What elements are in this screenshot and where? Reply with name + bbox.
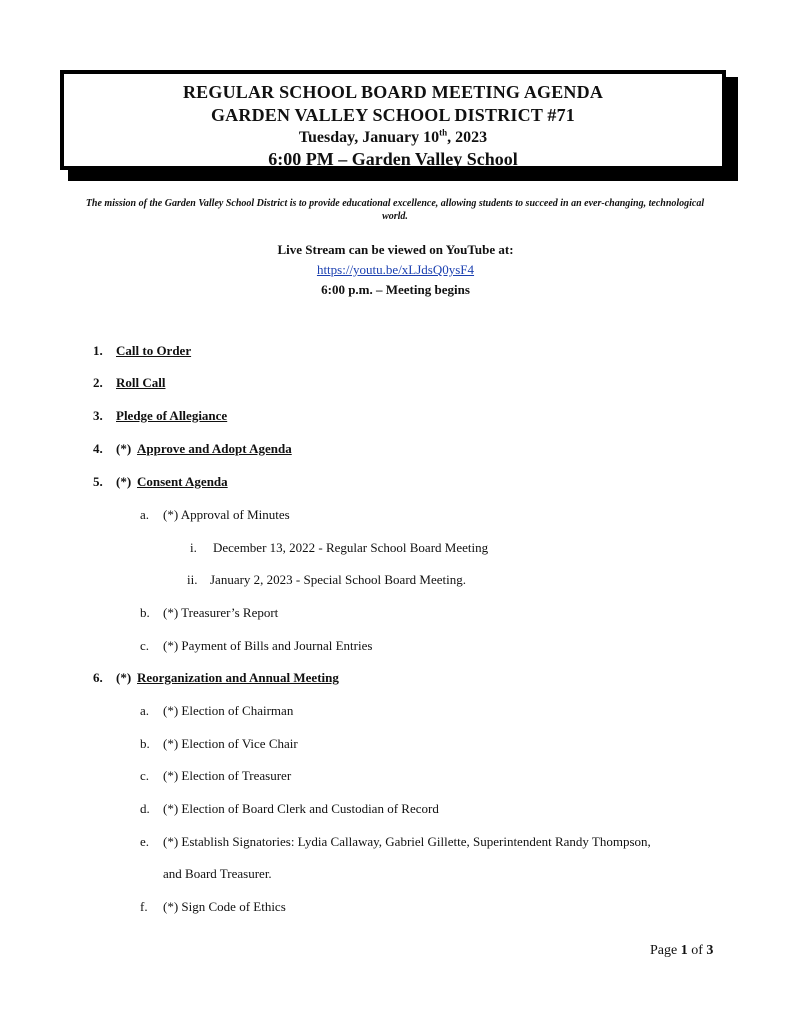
sub-item-text: (*) Sign Code of Ethics	[163, 899, 286, 914]
sub-item-text: (*) Election of Treasurer	[163, 768, 292, 783]
sub-item-text: and Board Treasurer.	[163, 866, 272, 881]
sub-item-letter: c.	[140, 768, 150, 783]
sub-item-text: (*) Payment of Bills and Journal Entries	[163, 638, 373, 653]
header-title: REGULAR SCHOOL BOARD MEETING AGENDA	[182, 82, 604, 102]
item-label: Approve and Adopt Agenda	[137, 441, 292, 456]
header-district: GARDEN VALLEY SCHOOL DISTRICT #71	[210, 105, 576, 125]
sub-item-letter: a.	[140, 703, 150, 718]
page-number	[650, 943, 713, 959]
item-label: Consent Agenda	[137, 474, 228, 489]
youtube-link[interactable]: https://youtu.be/xLJdsQ0ysF4	[316, 262, 475, 277]
item-action-marker: (*)	[116, 474, 132, 489]
item-label: Reorganization and Annual Meeting	[137, 670, 339, 685]
sub-item-letter: a.	[140, 507, 150, 522]
sub-item-text: (*) Election of Board Clerk and Custodian of Record	[163, 801, 439, 816]
item-label: Pledge of Allegiance	[116, 408, 228, 423]
item-number: 6.	[93, 670, 103, 685]
sub-item-letter: f.	[140, 899, 148, 914]
sub-item-text: (*) Establish Signatories: Lydia Callaway, Gabriel Gillette, Superintendent Randy Thompson,	[163, 834, 651, 849]
sub-sub-item-text: January 2, 2023 - Special School Board Meeting.	[210, 572, 466, 587]
item-number: 1.	[93, 343, 103, 358]
item-number: 5.	[93, 474, 103, 489]
sub-item-letter: b.	[140, 605, 150, 620]
item-number: 2.	[93, 375, 103, 390]
mission-statement: The mission of the Garden Valley School District is to provide educational excellence, allowing students to succeed in an ever-changing, technological world.	[85, 198, 705, 222]
current-page: 1	[680, 943, 688, 958]
header-date: Tuesday, January 10th, 2023	[298, 127, 488, 146]
page-word: Page	[650, 943, 678, 958]
sub-sub-item-numeral: ii.	[187, 572, 198, 587]
sub-item-text: (*) Treasurer’s Report	[163, 605, 279, 620]
sub-item-text: (*) Approval of Minutes	[163, 507, 290, 522]
of-word: of	[691, 943, 703, 958]
sub-item-letter: c.	[140, 638, 150, 653]
live-stream-heading: Live Stream can be viewed on YouTube at:	[277, 242, 514, 257]
sub-item-letter: e.	[140, 834, 150, 849]
item-number: 4.	[93, 441, 103, 456]
item-action-marker: (*)	[116, 670, 132, 685]
sub-sub-item-numeral: i.	[190, 540, 197, 555]
sub-item-letter: d.	[140, 801, 150, 816]
item-action-marker: (*)	[116, 441, 132, 456]
sub-item-text: (*) Election of Chairman	[163, 703, 294, 718]
sub-item-letter: b.	[140, 736, 150, 751]
total-pages: 3	[706, 943, 714, 958]
sub-sub-item-text: December 13, 2022 - Regular School Board Meeting	[213, 540, 489, 555]
item-label: Roll Call	[116, 375, 166, 390]
item-label: Call to Order	[116, 343, 192, 358]
header-time-location: 6:00 PM – Garden Valley School	[268, 149, 518, 169]
meeting-begins: 6:00 p.m. – Meeting begins	[321, 282, 470, 297]
sub-item-text: (*) Election of Vice Chair	[163, 736, 298, 751]
item-number: 3.	[93, 408, 103, 423]
